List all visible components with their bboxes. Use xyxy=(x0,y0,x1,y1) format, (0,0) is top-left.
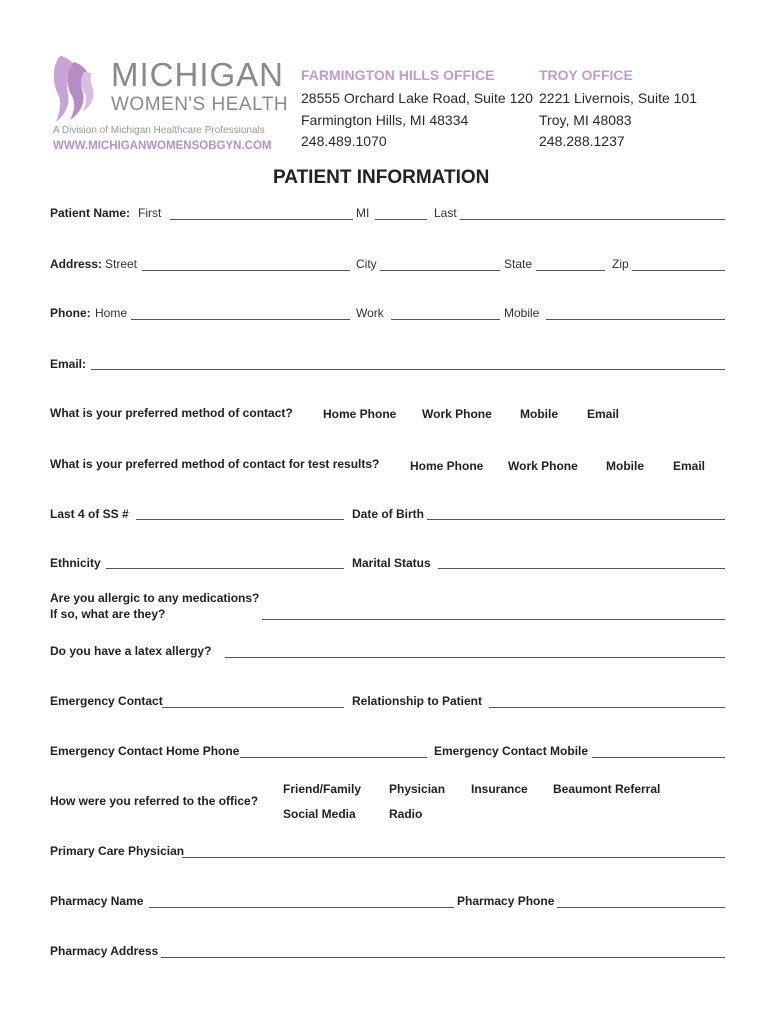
street-label: Street xyxy=(105,257,138,271)
office-title-troy: TROY OFFICE xyxy=(539,67,633,83)
office-address2-farmington: Farmington Hills, MI 48334 xyxy=(301,112,469,128)
dob-label: Date of Birth xyxy=(352,507,424,521)
pharmacy-phone-field[interactable] xyxy=(557,907,725,908)
work-phone-field[interactable] xyxy=(391,319,500,320)
office-address2-troy: Troy, MI 48083 xyxy=(539,112,632,128)
ec-home-phone-label: Emergency Contact Home Phone xyxy=(50,744,240,758)
home-phone-label: Home xyxy=(95,306,128,320)
patient-name-label: Patient Name: xyxy=(50,206,131,220)
home-phone-field[interactable] xyxy=(131,319,350,320)
contact-pref-work-phone[interactable]: Work Phone xyxy=(422,407,492,421)
first-name-label: First xyxy=(138,206,162,220)
contact-pref-email[interactable]: Email xyxy=(587,407,620,421)
contact-pref-home-phone[interactable]: Home Phone xyxy=(323,407,397,421)
referral-label: How were you referred to the office? xyxy=(50,794,259,808)
referral-radio[interactable]: Radio xyxy=(389,807,423,821)
latex-allergy-field[interactable] xyxy=(225,657,725,658)
referral-beaumont[interactable]: Beaumont Referral xyxy=(553,782,661,796)
ec-mobile-label: Emergency Contact Mobile xyxy=(434,744,589,758)
ssn-field[interactable] xyxy=(136,519,344,520)
division-text: A Division of Michigan Healthcare Professionals xyxy=(53,125,265,136)
state-label: State xyxy=(504,257,533,271)
city-label: City xyxy=(356,257,377,271)
relationship-field[interactable] xyxy=(489,707,725,708)
pharmacy-address-field[interactable] xyxy=(161,957,725,958)
relationship-label: Relationship to Patient xyxy=(352,694,483,708)
email-label: Email: xyxy=(50,357,87,371)
zip-field[interactable] xyxy=(632,270,725,271)
address-label: Address: xyxy=(50,257,103,271)
test-pref-label: What is your preferred method of contact for test results? xyxy=(50,457,380,471)
test-pref-email[interactable]: Email xyxy=(673,459,706,473)
emergency-contact-field[interactable] xyxy=(162,707,344,708)
referral-physician[interactable]: Physician xyxy=(389,782,446,796)
ssn-label: Last 4 of SS # xyxy=(50,507,129,521)
form-title: PATIENT INFORMATION xyxy=(273,167,490,188)
contact-pref-mobile[interactable]: Mobile xyxy=(520,407,558,421)
ethnicity-label: Ethnicity xyxy=(50,556,101,570)
referral-friend-family[interactable]: Friend/Family xyxy=(283,782,362,796)
mi-field[interactable] xyxy=(375,219,427,220)
brand-name: MICHIGAN xyxy=(111,56,284,93)
website-link[interactable]: WWW.MICHIGANWOMENSOBGYN.COM xyxy=(53,140,272,152)
women-profile-icon xyxy=(50,52,98,124)
last-name-label: Last xyxy=(434,206,457,220)
allergy-detail-label: If so, what are they? xyxy=(50,607,166,621)
pharmacy-name-field[interactable] xyxy=(149,907,454,908)
phone-label: Phone: xyxy=(50,306,91,320)
pcp-field[interactable] xyxy=(182,857,725,858)
referral-social-media[interactable]: Social Media xyxy=(283,807,356,821)
office-address1-troy: 2221 Livernois, Suite 101 xyxy=(539,90,697,106)
brand-subname: WOMEN'S HEALTH xyxy=(111,94,289,115)
pcp-label: Primary Care Physician xyxy=(50,844,185,858)
street-field[interactable] xyxy=(142,270,350,271)
allergy-field[interactable] xyxy=(262,619,725,620)
allergy-question-label: Are you allergic to any medications? xyxy=(50,591,260,605)
pharmacy-name-label: Pharmacy Name xyxy=(50,894,144,908)
work-phone-label: Work xyxy=(356,306,384,320)
referral-insurance[interactable]: Insurance xyxy=(471,782,528,796)
marital-status-label: Marital Status xyxy=(352,556,431,570)
office-phone-farmington: 248.489.1070 xyxy=(301,133,387,149)
mi-label: MI xyxy=(356,206,370,220)
zip-label: Zip xyxy=(612,257,629,271)
ec-mobile-field[interactable] xyxy=(592,757,725,758)
test-pref-mobile[interactable]: Mobile xyxy=(606,459,644,473)
emergency-contact-label: Emergency Contact xyxy=(50,694,163,708)
first-name-field[interactable] xyxy=(170,219,353,220)
email-field[interactable] xyxy=(91,369,725,370)
marital-status-field[interactable] xyxy=(438,568,725,569)
office-address1-farmington: 28555 Orchard Lake Road, Suite 120 xyxy=(301,90,533,106)
pharmacy-phone-label: Pharmacy Phone xyxy=(457,894,555,908)
state-field[interactable] xyxy=(536,270,605,271)
last-name-field[interactable] xyxy=(460,219,725,220)
ethnicity-field[interactable] xyxy=(106,568,344,569)
office-title-farmington: FARMINGTON HILLS OFFICE xyxy=(301,67,495,83)
pharmacy-address-label: Pharmacy Address xyxy=(50,944,159,958)
office-phone-troy: 248.288.1237 xyxy=(539,133,625,149)
mobile-phone-label: Mobile xyxy=(504,306,540,320)
dob-field[interactable] xyxy=(427,519,725,520)
city-field[interactable] xyxy=(380,270,500,271)
latex-allergy-label: Do you have a latex allergy? xyxy=(50,644,212,658)
ec-home-phone-field[interactable] xyxy=(240,757,427,758)
contact-pref-label: What is your preferred method of contact? xyxy=(50,406,293,420)
mobile-phone-field[interactable] xyxy=(546,319,725,320)
test-pref-work-phone[interactable]: Work Phone xyxy=(508,459,578,473)
test-pref-home-phone[interactable]: Home Phone xyxy=(410,459,484,473)
